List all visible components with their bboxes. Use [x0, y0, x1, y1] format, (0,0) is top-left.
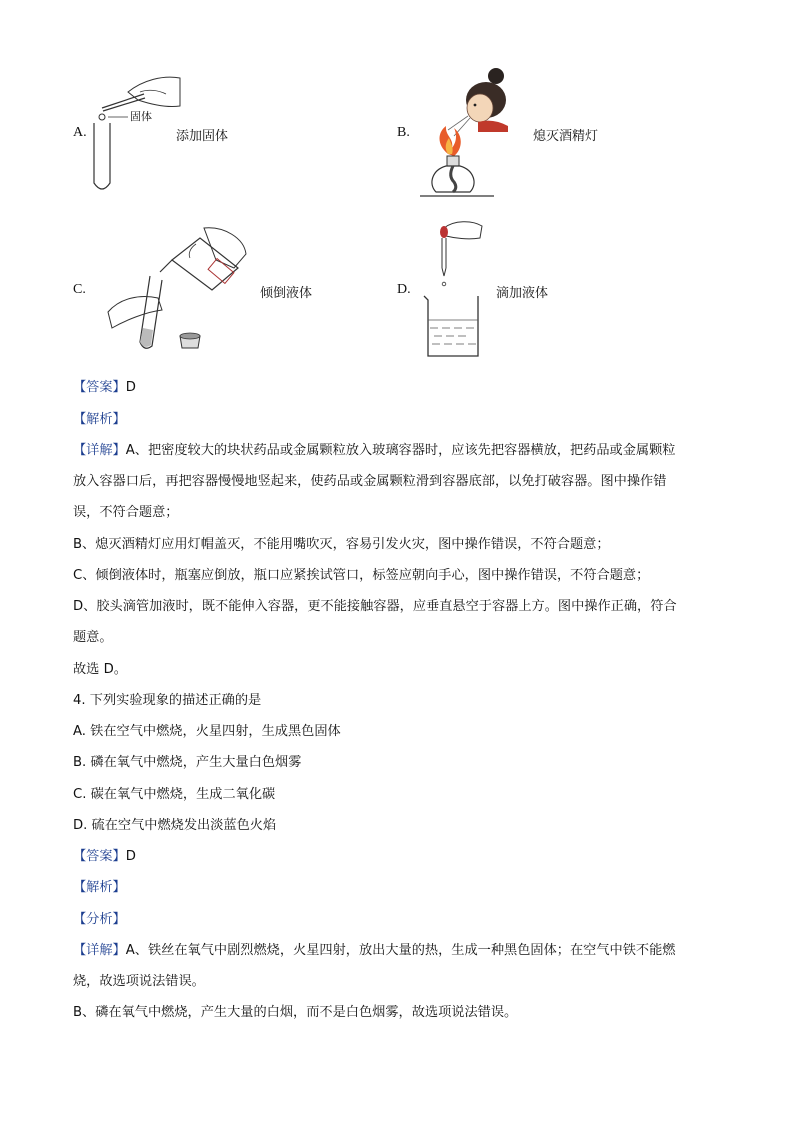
option-c-letter: C.: [73, 282, 86, 297]
q3-analysis-tag: [73, 410, 126, 430]
option-d-caption: 滴加液体: [496, 286, 549, 301]
option-a-caption: 添加固体: [176, 129, 229, 144]
option-b-letter: B.: [397, 125, 410, 140]
q3-detail-line7: 题意。: [73, 630, 113, 645]
q4-stem: 4. 下列实验现象的描述正确的是: [73, 693, 262, 708]
q3-conclusion: 故选 D。: [73, 662, 127, 677]
q4-detail-line3: B、磷在氧气中燃烧，产生大量的白烟，而不是白色烟雾，故选项说法错误。: [73, 1005, 518, 1020]
analysis-tag: 【解析】: [73, 412, 126, 427]
detail-text: A、铁丝在氧气中剧烈燃烧，火星四射，放出大量的热，生成一种黑色固体；在空气中铁不能燃: [125, 943, 676, 958]
q3-answer: [73, 378, 136, 398]
q3-detail-line5: C、倾倒液体时，瓶塞应倒放，瓶口应紧挨试管口，标签应朝向手心，图中操作错误，不符合题意；: [73, 568, 650, 583]
option-d-letter: D.: [397, 282, 411, 297]
analysis-tag: 【解析】: [73, 880, 126, 895]
q3-detail-line4: B、熄灭酒精灯应用灯帽盖灭，不能用嘴吹灭，容易引发火灾，图中操作错误，不符合题意；: [73, 537, 610, 552]
test-tube-solid-figure: [88, 70, 188, 195]
dropper-beaker-figure: [420, 218, 500, 360]
q3-detail-line1: [73, 441, 675, 461]
detail-tag: 【详解】: [73, 443, 126, 458]
option-a-letter: A.: [73, 125, 87, 140]
fenxi-tag: 【分析】: [73, 912, 126, 927]
q4-option-b: B. 磷在氧气中燃烧，产生大量白色烟雾: [73, 755, 302, 770]
q4-analysis-tag: [73, 878, 126, 898]
blowing-alcohol-lamp-figure: [418, 66, 528, 202]
answer-value: D: [125, 380, 136, 395]
q3-detail-line6: D、胶头滴管加液时，既不能伸入容器，更不能接触容器，应垂直悬空于容器上方。图中操作正确，符合: [73, 599, 677, 614]
q4-option-c: C. 碳在氧气中燃烧，生成二氧化碳: [73, 787, 276, 802]
q4-answer: [73, 847, 136, 867]
answer-tag: 【答案】: [73, 849, 126, 864]
q4-detail-line2: 烧，故选项说法错误。: [73, 974, 205, 989]
q4-option-a: A. 铁在空气中燃烧，火星四射，生成黑色固体: [73, 724, 341, 739]
q4-detail-line1: [73, 941, 675, 961]
solid-callout-label: 固体: [130, 110, 152, 123]
option-c-caption: 倾倒液体: [260, 286, 313, 301]
detail-text: A、把密度较大的块状药品或金属颗粒放入玻璃容器时，应该先把容器横放，把药品或金属颗粒: [125, 443, 676, 458]
pouring-liquid-figure: [104, 224, 254, 356]
q3-detail-line3: 误，不符合题意；: [73, 505, 179, 520]
answer-tag: 【答案】: [73, 380, 126, 395]
q3-detail-line2: 放入容器口后，再把容器慢慢地竖起来，使药品或金属颗粒滑到容器底部，以免打破容器。图中操作错: [73, 474, 667, 489]
q4-fenxi-tag: [73, 910, 126, 930]
q4-option-d: D. 硫在空气中燃烧发出淡蓝色火焰: [73, 818, 277, 833]
answer-value: D: [125, 849, 136, 864]
detail-tag: 【详解】: [73, 943, 126, 958]
option-b-caption: 熄灭酒精灯: [533, 129, 599, 144]
